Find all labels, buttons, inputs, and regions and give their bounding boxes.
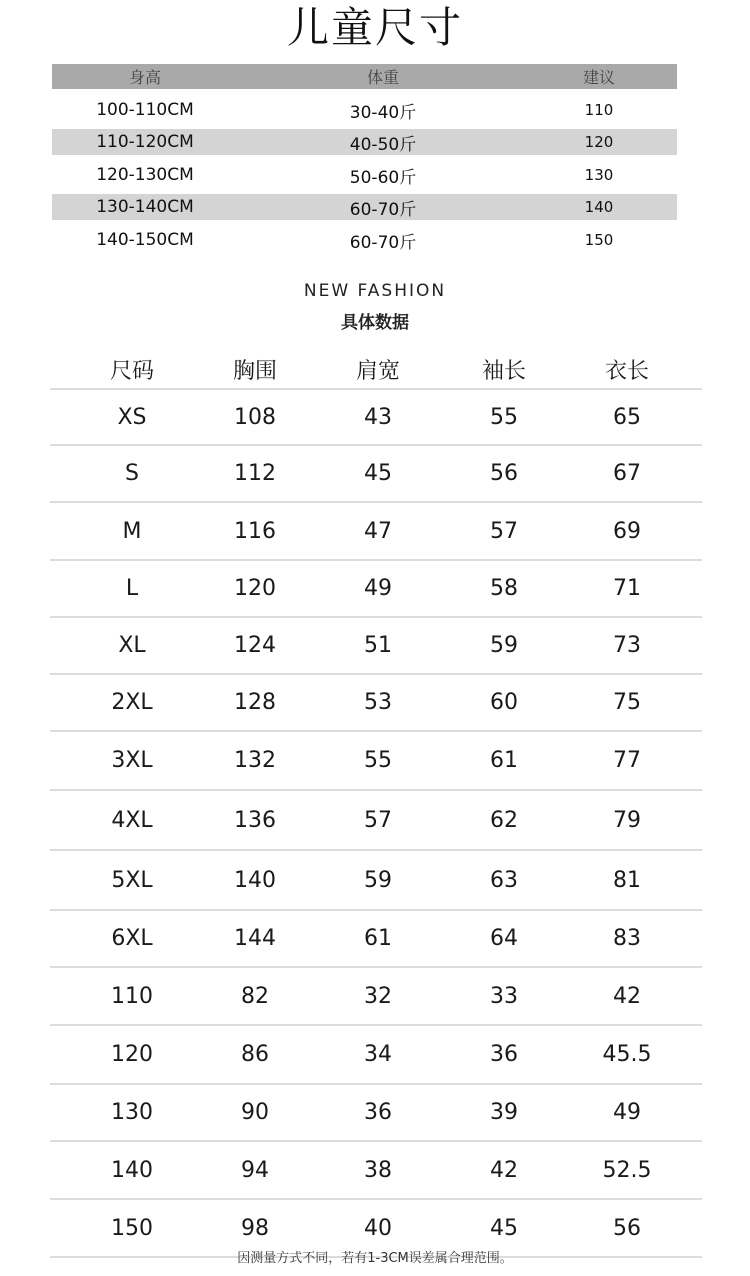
length-cell: 75 (613, 690, 641, 715)
shoulder-cell: 43 (364, 404, 392, 430)
size-cell: 130 (111, 1100, 153, 1125)
kids-height-cell: 110-120CM (96, 132, 194, 152)
page-title: 儿童尺寸 (286, 3, 463, 52)
size-cell: 120 (111, 1042, 153, 1067)
chest-cell: 136 (234, 807, 276, 833)
chest-cell: 116 (234, 518, 276, 544)
table-row (50, 791, 702, 851)
shoulder-cell: 61 (364, 926, 392, 951)
subtitle-english: NEW FASHION (303, 281, 447, 301)
kids-table-row (52, 129, 677, 155)
kids-height-cell: 140-150CM (96, 230, 194, 250)
shoulder-cell: 45 (364, 461, 392, 486)
header-weight: 体重 (366, 68, 399, 87)
length-cell: 67 (613, 461, 641, 486)
shoulder-cell: 32 (364, 983, 392, 1009)
sleeve-cell: 62 (490, 807, 518, 833)
size-cell: 5XL (111, 867, 153, 893)
header-shoulder: 肩宽 (355, 359, 400, 384)
chest-cell: 132 (234, 748, 276, 773)
length-cell: 81 (613, 867, 641, 893)
size-cell: L (125, 576, 139, 601)
kids-table-header (52, 64, 677, 89)
table-row (50, 968, 702, 1026)
length-cell: 56 (613, 1215, 641, 1241)
header-length: 衣长 (604, 359, 649, 384)
table-row (50, 1026, 702, 1085)
size-cell: XL (118, 633, 146, 658)
kids-suggest-cell: 150 (584, 231, 614, 249)
sleeve-cell: 56 (490, 461, 518, 486)
header-sleeve: 袖长 (481, 359, 526, 384)
size-data-table (50, 351, 702, 1258)
size-cell: 3XL (111, 748, 153, 773)
header-suggest: 建议 (582, 68, 615, 87)
table-row (50, 503, 702, 561)
table-row (50, 390, 702, 446)
kids-weight-cell: 40-50斤 (349, 134, 417, 155)
kids-table-row (52, 96, 677, 124)
table-row (50, 1142, 702, 1200)
table-row (50, 1085, 702, 1142)
chest-cell: 128 (234, 690, 276, 715)
sleeve-cell: 63 (490, 867, 518, 893)
table-row (50, 561, 702, 618)
shoulder-cell: 59 (364, 867, 392, 893)
header-height: 身高 (128, 68, 161, 87)
kids-height-cell: 120-130CM (96, 165, 194, 185)
chest-cell: 86 (241, 1042, 269, 1067)
length-cell: 83 (613, 926, 641, 951)
size-cell: 2XL (111, 690, 153, 715)
kids-suggest-cell: 120 (584, 133, 614, 151)
footnote: 因测量方式不同，若有1-3CM误差属合理范围。 (237, 1251, 513, 1266)
size-cell: M (122, 518, 142, 544)
shoulder-cell: 47 (364, 518, 392, 544)
size-cell: XS (117, 404, 147, 430)
kids-table-row (52, 161, 677, 189)
kids-table-row (52, 226, 677, 254)
size-cell: 4XL (111, 807, 153, 833)
length-cell: 45.5 (602, 1042, 652, 1067)
chest-cell: 140 (234, 867, 276, 893)
subtitle-chinese: 具体数据 (341, 313, 409, 333)
sleeve-cell: 61 (490, 748, 518, 773)
kids-weight-cell: 50-60斤 (349, 167, 417, 188)
sleeve-cell: 64 (490, 926, 518, 951)
table-row (50, 732, 702, 791)
table-row (50, 446, 702, 503)
shoulder-cell: 38 (364, 1157, 392, 1183)
table-row (50, 675, 702, 732)
sleeve-cell: 55 (490, 404, 518, 430)
table-row (50, 911, 702, 968)
length-cell: 49 (613, 1100, 641, 1125)
sleeve-cell: 58 (490, 576, 518, 601)
shoulder-cell: 40 (364, 1215, 392, 1241)
shoulder-cell: 49 (364, 576, 392, 601)
shoulder-cell: 53 (364, 690, 392, 715)
kids-suggest-cell: 110 (584, 101, 614, 119)
chest-cell: 108 (234, 404, 276, 430)
size-cell: 6XL (111, 926, 153, 951)
table-row (50, 851, 702, 911)
length-cell: 69 (613, 518, 641, 544)
sleeve-cell: 45 (490, 1215, 518, 1241)
length-cell: 79 (613, 807, 641, 833)
shoulder-cell: 55 (364, 748, 392, 773)
kids-suggest-cell: 130 (584, 166, 614, 184)
shoulder-cell: 36 (364, 1100, 392, 1125)
chest-cell: 98 (241, 1215, 269, 1241)
shoulder-cell: 51 (364, 633, 392, 658)
size-table-header (50, 351, 702, 390)
length-cell: 65 (613, 404, 641, 430)
sleeve-cell: 42 (490, 1157, 518, 1183)
size-table-body (50, 390, 702, 1258)
chest-cell: 120 (234, 576, 276, 601)
size-cell: S (125, 461, 139, 486)
chest-cell: 112 (234, 461, 276, 486)
header-chest: 胸围 (232, 359, 277, 384)
table-row (50, 618, 702, 675)
kids-height-cell: 130-140CM (96, 197, 194, 217)
chest-cell: 94 (241, 1157, 269, 1183)
sleeve-cell: 57 (490, 518, 518, 544)
sleeve-cell: 39 (490, 1100, 518, 1125)
size-cell: 140 (111, 1157, 153, 1183)
chest-cell: 144 (234, 926, 276, 951)
sleeve-cell: 33 (490, 983, 518, 1009)
kids-weight-cell: 60-70斤 (349, 232, 417, 253)
size-cell: 110 (111, 983, 153, 1009)
sleeve-cell: 59 (490, 633, 518, 658)
shoulder-cell: 34 (364, 1042, 392, 1067)
sleeve-cell: 60 (490, 690, 518, 715)
kids-weight-cell: 60-70斤 (349, 199, 417, 220)
kids-suggest-cell: 140 (584, 198, 614, 216)
kids-size-table (52, 64, 677, 254)
kids-weight-cell: 30-40斤 (349, 102, 417, 123)
chest-cell: 124 (234, 633, 276, 658)
length-cell: 73 (613, 633, 641, 658)
sleeve-cell: 36 (490, 1042, 518, 1067)
size-cell: 150 (111, 1215, 153, 1241)
length-cell: 77 (613, 748, 641, 773)
length-cell: 52.5 (602, 1157, 652, 1183)
chest-cell: 82 (241, 983, 269, 1009)
kids-height-cell: 100-110CM (96, 100, 194, 120)
header-size: 尺码 (109, 359, 154, 384)
length-cell: 71 (613, 576, 641, 601)
length-cell: 42 (613, 983, 641, 1009)
shoulder-cell: 57 (364, 807, 392, 833)
kids-table-row (52, 194, 677, 220)
chest-cell: 90 (241, 1100, 269, 1125)
